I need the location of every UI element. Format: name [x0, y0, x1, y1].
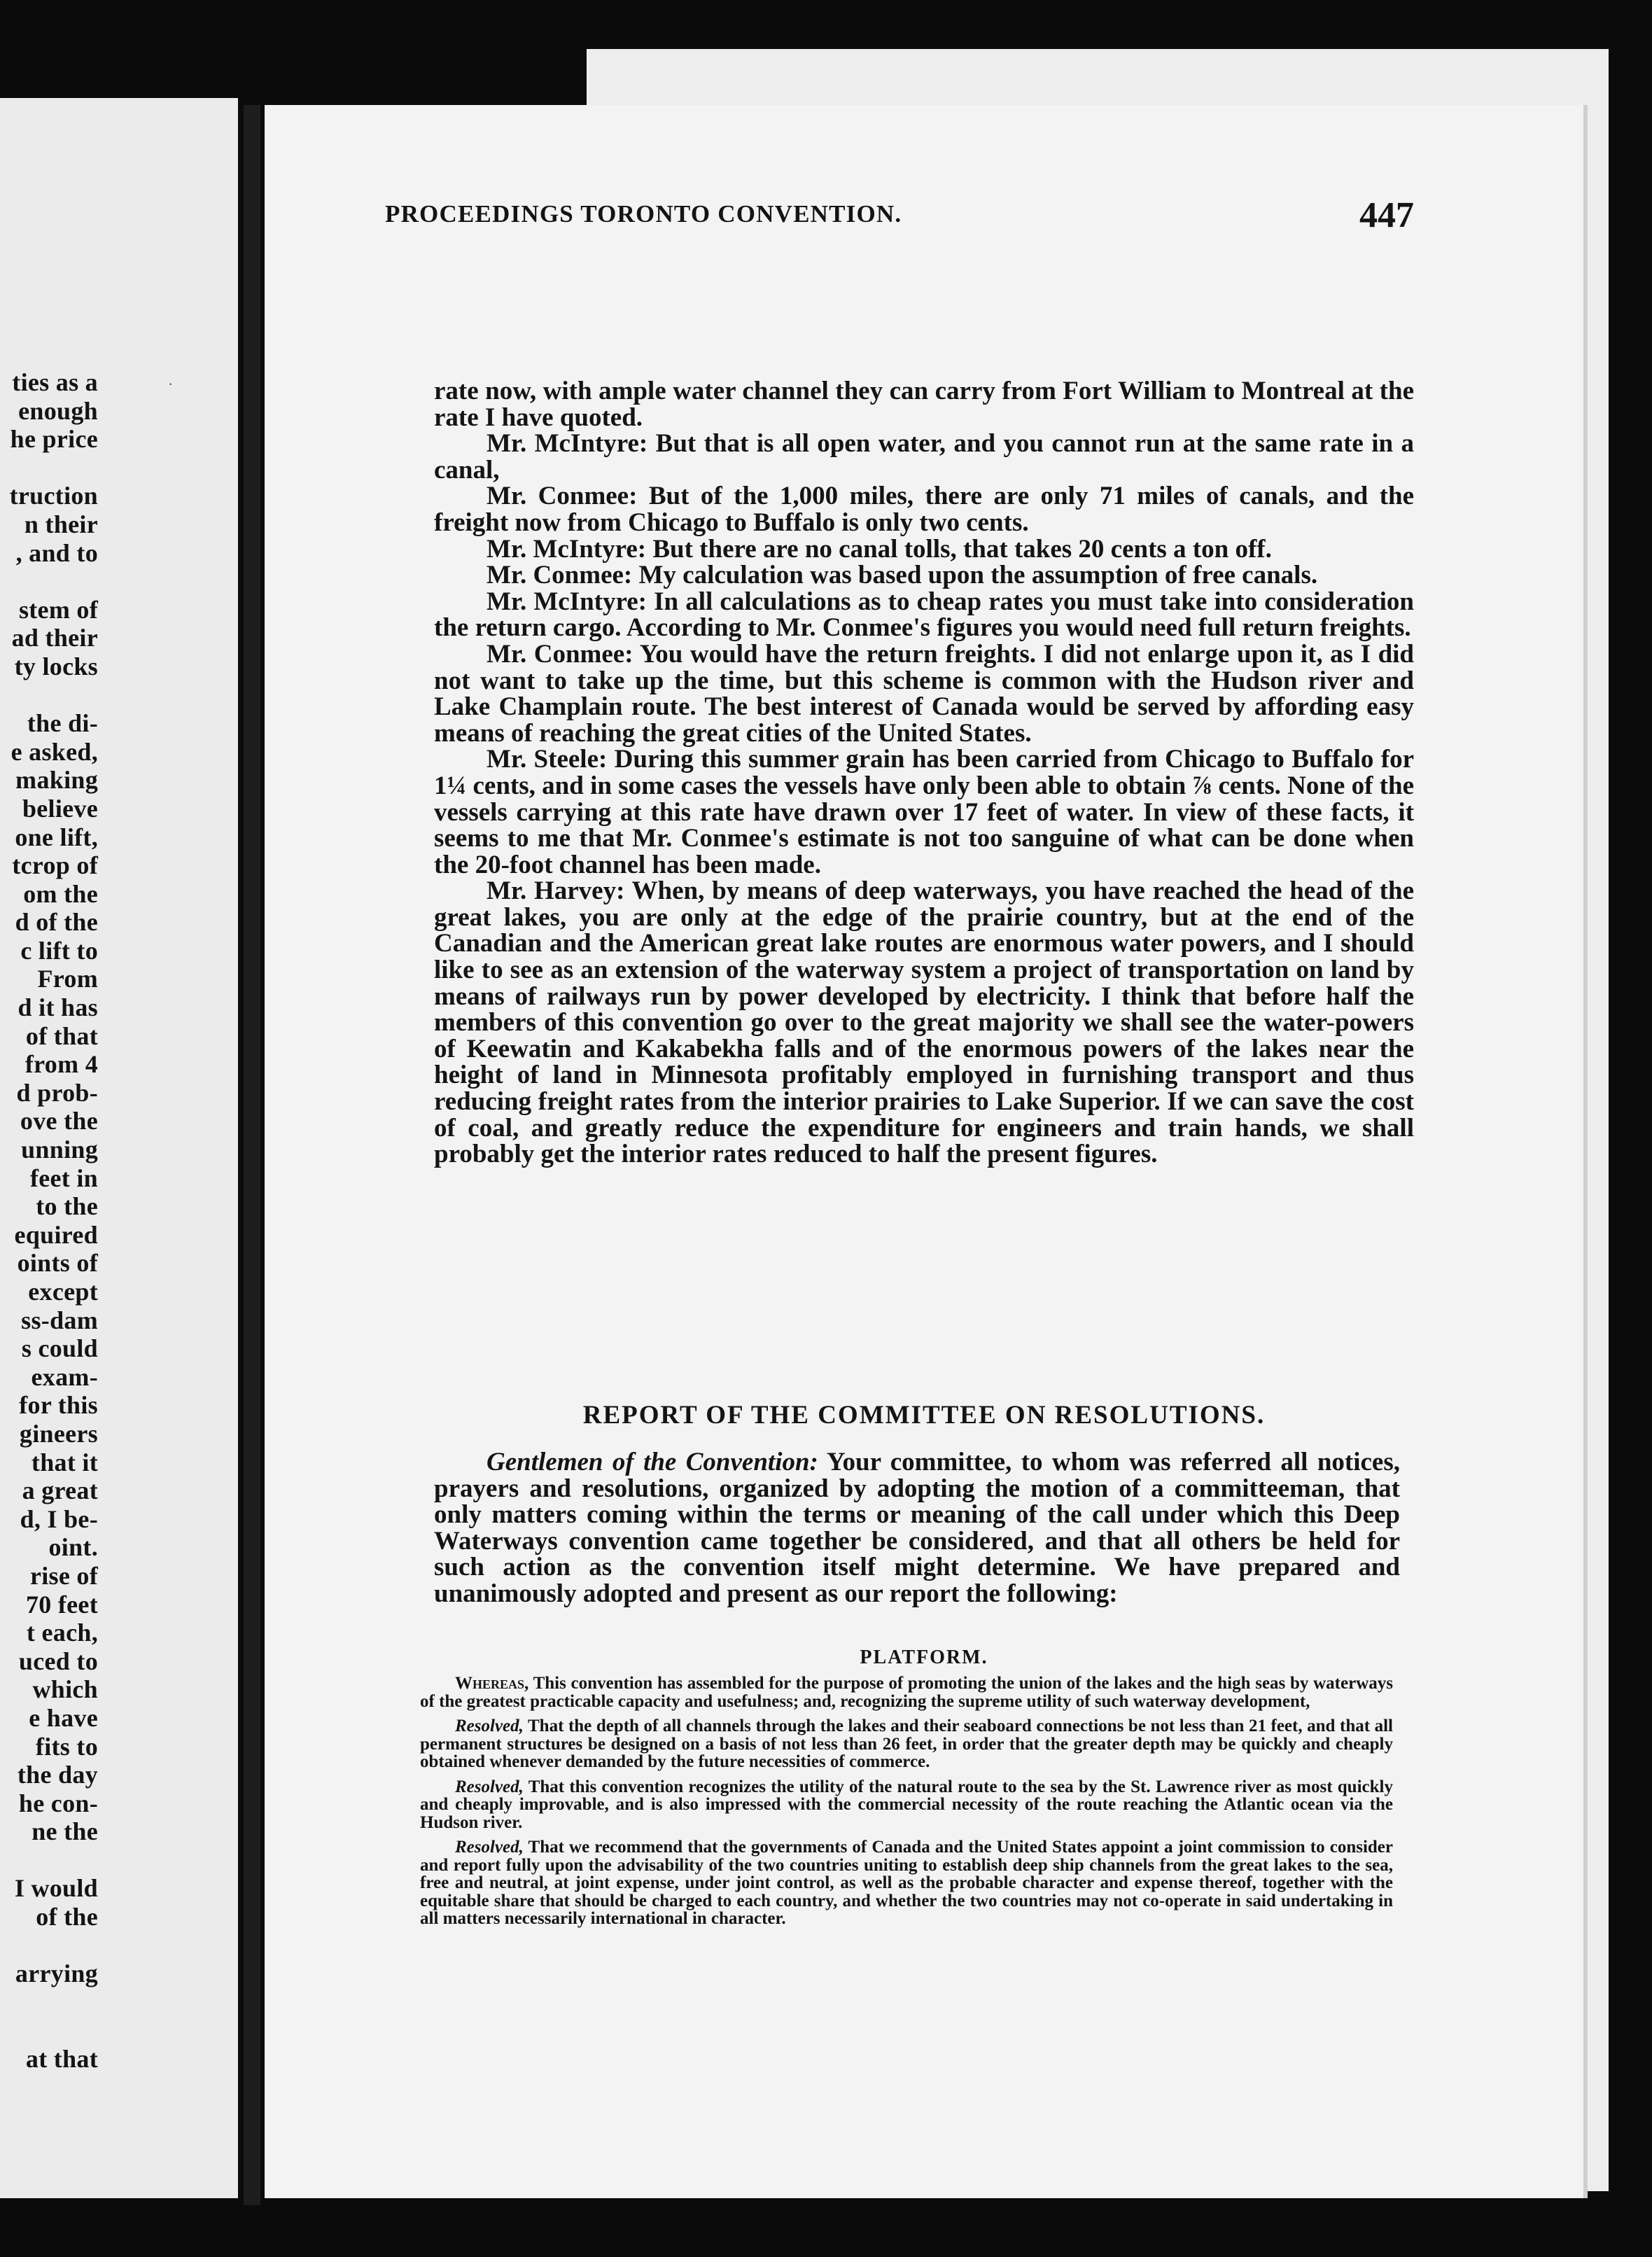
left-page-line: ties as a [12, 368, 98, 396]
discussion-text [434, 378, 1414, 1168]
page-edge-shadow [1583, 105, 1588, 2198]
platform-lead: Resolved, [455, 1777, 524, 1796]
platform-item [420, 1675, 1393, 1710]
left-page-line: c lift to [20, 936, 98, 965]
left-page-line [0, 454, 98, 482]
running-head-title: PROCEEDINGS TORONTO CONVENTION. [385, 200, 902, 228]
platform-text: That we recommend that the governments of Canada and the United States appoint a joint commission to consider and report fully upon the advisability of the two countries uniting to establish deep ship channels from the great lakes to the sea, free and neutral, at joint expense, under joint control, as well as the probable character and expense thereof, together with the equitable share that should be charged to each country, and whether the two countries may not co-operate in said undertaking in all matters necessarily international in character. [420, 1838, 1393, 1928]
platform-lead: Resolved, [455, 1838, 524, 1857]
left-page-line: a great [22, 1476, 98, 1505]
platform-text: That this convention recognizes the utility of the natural route to the sea by the St. Lawrence river as most quickly and cheaply improvable, and is also impressed with the commercial necessity of the route reaching the Atlantic ocean via the Hudson river. [420, 1777, 1393, 1832]
left-page-line: t each, [26, 1619, 98, 1647]
section-heading: REPORT OF THE COMMITTEE ON RESOLUTIONS. [582, 1401, 1266, 1430]
platform-text: That the depth of all channels through the lakes and their seaboard connections be not less than 21 feet, and that all permanent structures be designed on a basis of not less than 26 feet, in order that the greater depth may be quickly and cheaply obtained whenever demanded by the future necessities of commerce. [420, 1717, 1393, 1771]
left-page-line: s could [21, 1334, 98, 1363]
left-page-line: feet in [29, 1164, 98, 1192]
paragraph: Mr. Conmee: My calculation was based upon the assumption of free canals. [486, 561, 1318, 590]
paragraph: rate now, with ample water channel they can carry from Fort William to Montreal at the rate I have quoted. [434, 377, 1414, 432]
left-page-line: rise of [29, 1561, 98, 1590]
report-salutation: Gentlemen of the Convention: [486, 1448, 818, 1476]
platform-heading: PLATFORM. [860, 1647, 988, 1668]
platform-text: This convention has assembled for the purpose of promoting the union of the lakes and the high seas by waterways of the greatest practicable capacity and usefulness; and, recognizing the supreme utility of such waterway development, [420, 1674, 1393, 1711]
platform-lead: Resolved, [455, 1717, 524, 1735]
paragraph: Mr. Conmee: You would have the return freights. I did not enlarge upon it, as I did not want to take up the time, but this scheme is common with the Hudson river and Lake Champlain route. The best interest of Canada would be served by affording easy means of reaching the great cities of the United States. [434, 639, 1414, 748]
left-page-line: at that [25, 2045, 98, 2074]
book-gutter [244, 105, 260, 2205]
paragraph: Mr. Steele: During this summer grain has been carried from Chicago to Buffalo for 1¼ cents, and in some cases the vessels have only been able to obtain ⅞ cents. None of the vessels carrying at this rate have drawn over 17 feet of water. In view of these facts, it seems to me that Mr. Conmee's estimate is not too sanguine of what can be done when the 20-foot channel has been made. [434, 745, 1414, 879]
left-page-line: n their [24, 510, 98, 538]
left-page-line: except [28, 1278, 98, 1306]
left-page-line [0, 567, 98, 596]
left-page-line: d prob- [16, 1078, 98, 1107]
platform-lead: Whereas, [455, 1674, 529, 1693]
left-page-line [0, 2016, 98, 2045]
platform-item [420, 1717, 1393, 1771]
left-page-line: believe [22, 794, 98, 823]
paragraph: Mr. McIntyre: But that is all open water, and you cannot run at the same rate in a canal, [434, 429, 1414, 484]
platform-item [420, 1778, 1393, 1832]
left-page-line: oints of [17, 1249, 98, 1278]
running-head [385, 195, 1414, 242]
left-page-line: the day [17, 1761, 98, 1789]
paragraph: Mr. McIntyre: But there are no canal tolls, that takes 20 cents a ton off. [486, 534, 1272, 564]
left-page-line: e have [29, 1703, 98, 1732]
left-page-line: uced to [18, 1647, 98, 1675]
left-page-line: om the [23, 879, 98, 908]
left-page-line: truction [9, 482, 98, 510]
paragraph: Mr. McIntyre: In all calculations as to cheap rates you must take into consideration the return cargo. According to Mr. Conmee's figures you would need full return freights. [434, 587, 1414, 643]
left-page-line: one lift, [15, 823, 98, 851]
left-page-line: to the [36, 1192, 98, 1221]
left-page-line: gineers [19, 1419, 98, 1448]
left-page-line: ty locks [14, 652, 98, 680]
left-page-line: enough [18, 396, 98, 425]
left-page-line: the di- [27, 709, 98, 738]
left-page-line [0, 1846, 98, 1875]
platform-item [420, 1838, 1393, 1928]
left-page-line: From [37, 965, 98, 993]
left-page-line: stem of [18, 595, 98, 624]
left-page-line: making [15, 766, 98, 795]
platform-resolutions [420, 1675, 1393, 1935]
left-page-line: he price [10, 425, 98, 454]
left-page-text-fragments [0, 368, 98, 2074]
left-page-line: for this [19, 1391, 98, 1420]
left-page-line: tcrop of [12, 851, 98, 880]
left-page-line: fits to [35, 1732, 98, 1761]
left-page-line: of that [25, 1021, 98, 1050]
stray-mark: · [168, 375, 174, 393]
page-number: 447 [1359, 195, 1414, 235]
left-page-line: unning [21, 1136, 98, 1164]
left-page-line: d of the [15, 908, 98, 937]
left-page-line: ad their [11, 624, 98, 652]
report-body: Your committee, to whom was referred all notices, prayers and resolutions, organized by adopting the motion of a committeeman, that only matters coming within the terms or meaning of the call under which this Deep Waterways convention came together be considered, and that all others be held for such action as the convention itself might determine. We have prepared and unanimously adopted and present as our report the following: [434, 1448, 1400, 1608]
left-page-line: of the [36, 1903, 98, 1931]
left-page-line: I would [14, 1874, 98, 1903]
left-page-line: arrying [15, 1959, 98, 1988]
left-page-line: ne the [31, 1817, 98, 1846]
left-page-line: 70 feet [25, 1590, 98, 1619]
left-page-line: from 4 [24, 1050, 98, 1079]
left-page-line: exam- [31, 1362, 98, 1391]
left-page-line: , and to [15, 538, 98, 567]
left-page-line: d, I be- [20, 1504, 98, 1533]
left-page-line: he con- [18, 1789, 98, 1817]
left-page [0, 98, 238, 2198]
left-page-line: e asked, [10, 737, 98, 766]
left-page-line: which [32, 1675, 98, 1704]
paragraph: Mr. Harvey: When, by means of deep waterways, you have reached the head of the great lakes, you are only at the edge of the prairie country, but at the end of the Canadian and the American great lake routes are enormous water powers, and I should like to see as an extension of the waterway system a project of transportation on land by means of railways run by power developed by electricity. I think that before half the members of this convention go over to the great majority we shall see the water-powers of Keewatin and Kakabekha falls and of the enormous powers of the lakes near the height of land in Minnesota profitably employed in furnishing transport and thus reducing freight rates from the interior prairies to Lake Superior. If we can save the cost of coal, and greatly reduce the expenditure for engineers and train hands, we shall probably get the interior rates reduced to half the present figures. [434, 876, 1414, 1169]
left-page-line: ss-dam [21, 1306, 98, 1334]
left-page-line: that it [31, 1448, 98, 1476]
left-page-line: equired [14, 1220, 98, 1249]
report-intro [434, 1449, 1400, 1607]
left-page-line: ove the [20, 1107, 98, 1136]
paragraph: Mr. Conmee: But of the 1,000 miles, there are only 71 miles of canals, and the freight now from Chicago to Buffalo is only two cents. [434, 482, 1414, 537]
left-page-line: oint. [48, 1533, 98, 1562]
left-page-line [0, 1988, 98, 2017]
left-page-line [0, 681, 98, 710]
left-page-line: d it has [18, 993, 98, 1022]
left-page-line [0, 1931, 98, 1960]
